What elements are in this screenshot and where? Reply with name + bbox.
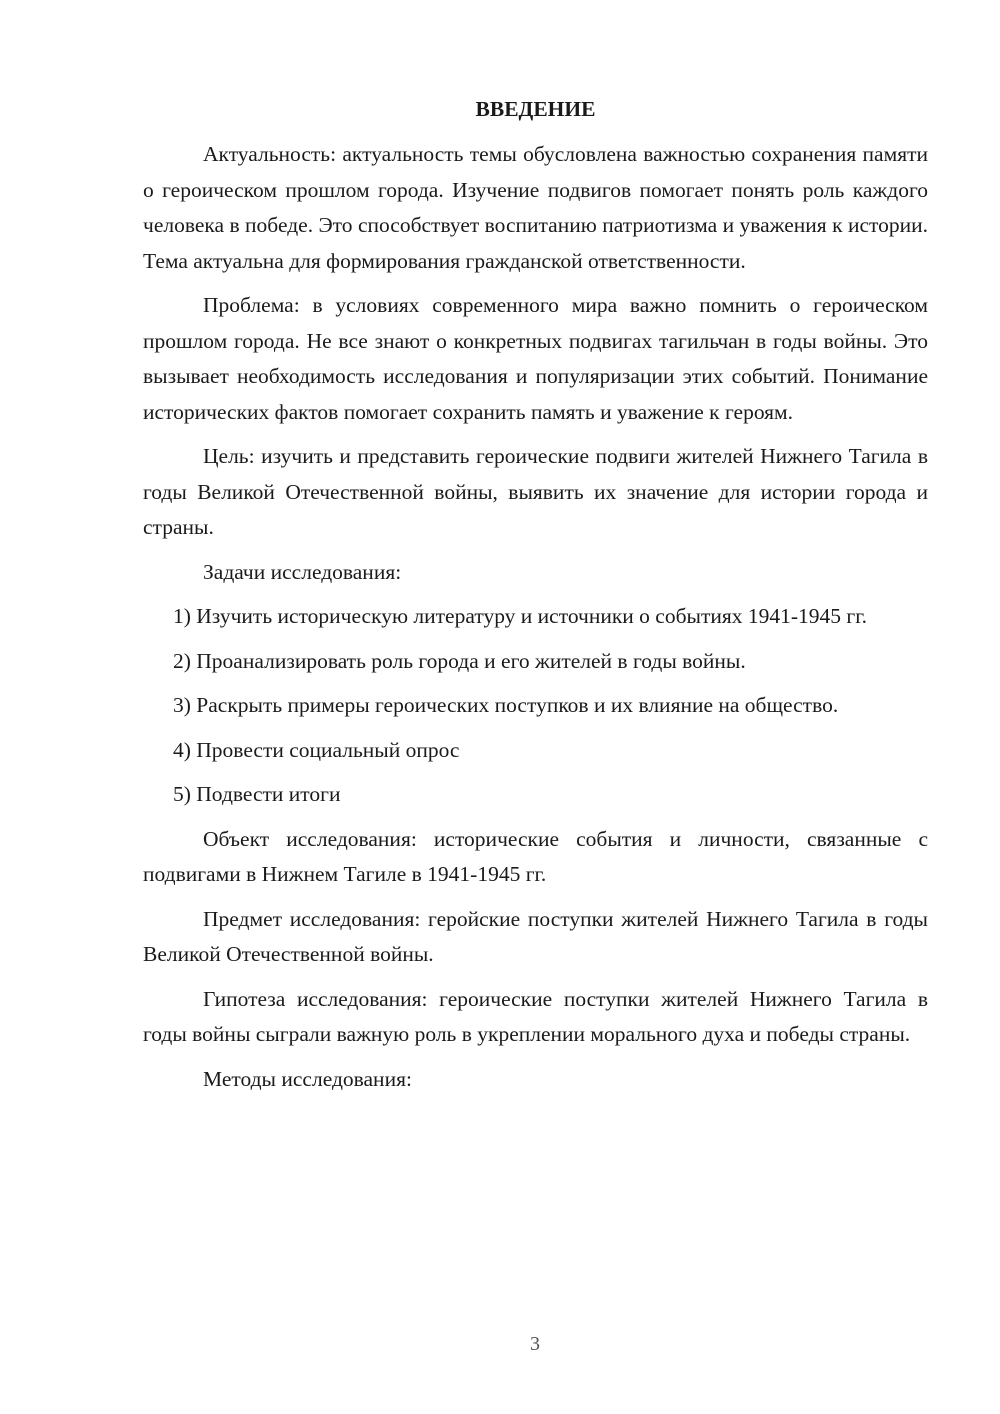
page-number: 3 bbox=[530, 1333, 540, 1355]
task-item: 3) Раскрыть примеры героических поступков и их влияние на общество. bbox=[173, 693, 839, 717]
task-item: 5) Подвести итоги bbox=[173, 782, 341, 806]
document-page bbox=[143, 92, 928, 1106]
subject-paragraph: Предмет исследования: геройские поступки жителей Нижнего Тагила в годы Великой Отечественной войны. bbox=[143, 906, 928, 966]
task-item: 1) Изучить историческую литературу и источники о событиях 1941-1945 гг. bbox=[173, 604, 868, 628]
hypothesis-paragraph: Гипотеза исследования: героические поступки жителей Нижнего Тагила в годы войны сыграли важную роль в укреплении морального духа и победы страны. bbox=[143, 986, 928, 1046]
section-title: ВВЕДЕНИЕ bbox=[475, 97, 596, 121]
goal-paragraph: Цель: изучить и представить героические подвиги жителей Нижнего Тагила в годы Великой Отечественной войны, выявить их значение для истории города и страны. bbox=[143, 444, 928, 539]
object-paragraph: Объект исследования: исторические события и личности, связанные с подвигами в Нижнем Тагиле в 1941-1945 гг. bbox=[143, 826, 928, 886]
methods-heading: Методы исследования: bbox=[203, 1066, 412, 1091]
task-item: 2) Проанализировать роль города и его жителей в годы войны. bbox=[173, 648, 746, 673]
relevance-paragraph: Актуальность: актуальность темы обусловлена важностью сохранения памяти о героическом прошлом города. Изучение подвигов помогает понять роль каждого человека в победе. Это способствует воспитанию патриотизма и уважения к истории. Тема актуальна для формирования гражданской ответственности. bbox=[143, 142, 928, 273]
problem-paragraph: Проблема: в условиях современного мира важно помнить о героическом прошлом города. Не все знают о конкретных подвигах тагильчан в годы войны. Это вызывает необходимость исследования и популяризации этих событий. Понимание исторических фактов помогает сохранить память и уважение к героям. bbox=[143, 293, 928, 424]
task-item: 4) Провести социальный опрос bbox=[173, 737, 460, 762]
tasks-heading: Задачи исследования: bbox=[203, 559, 402, 584]
